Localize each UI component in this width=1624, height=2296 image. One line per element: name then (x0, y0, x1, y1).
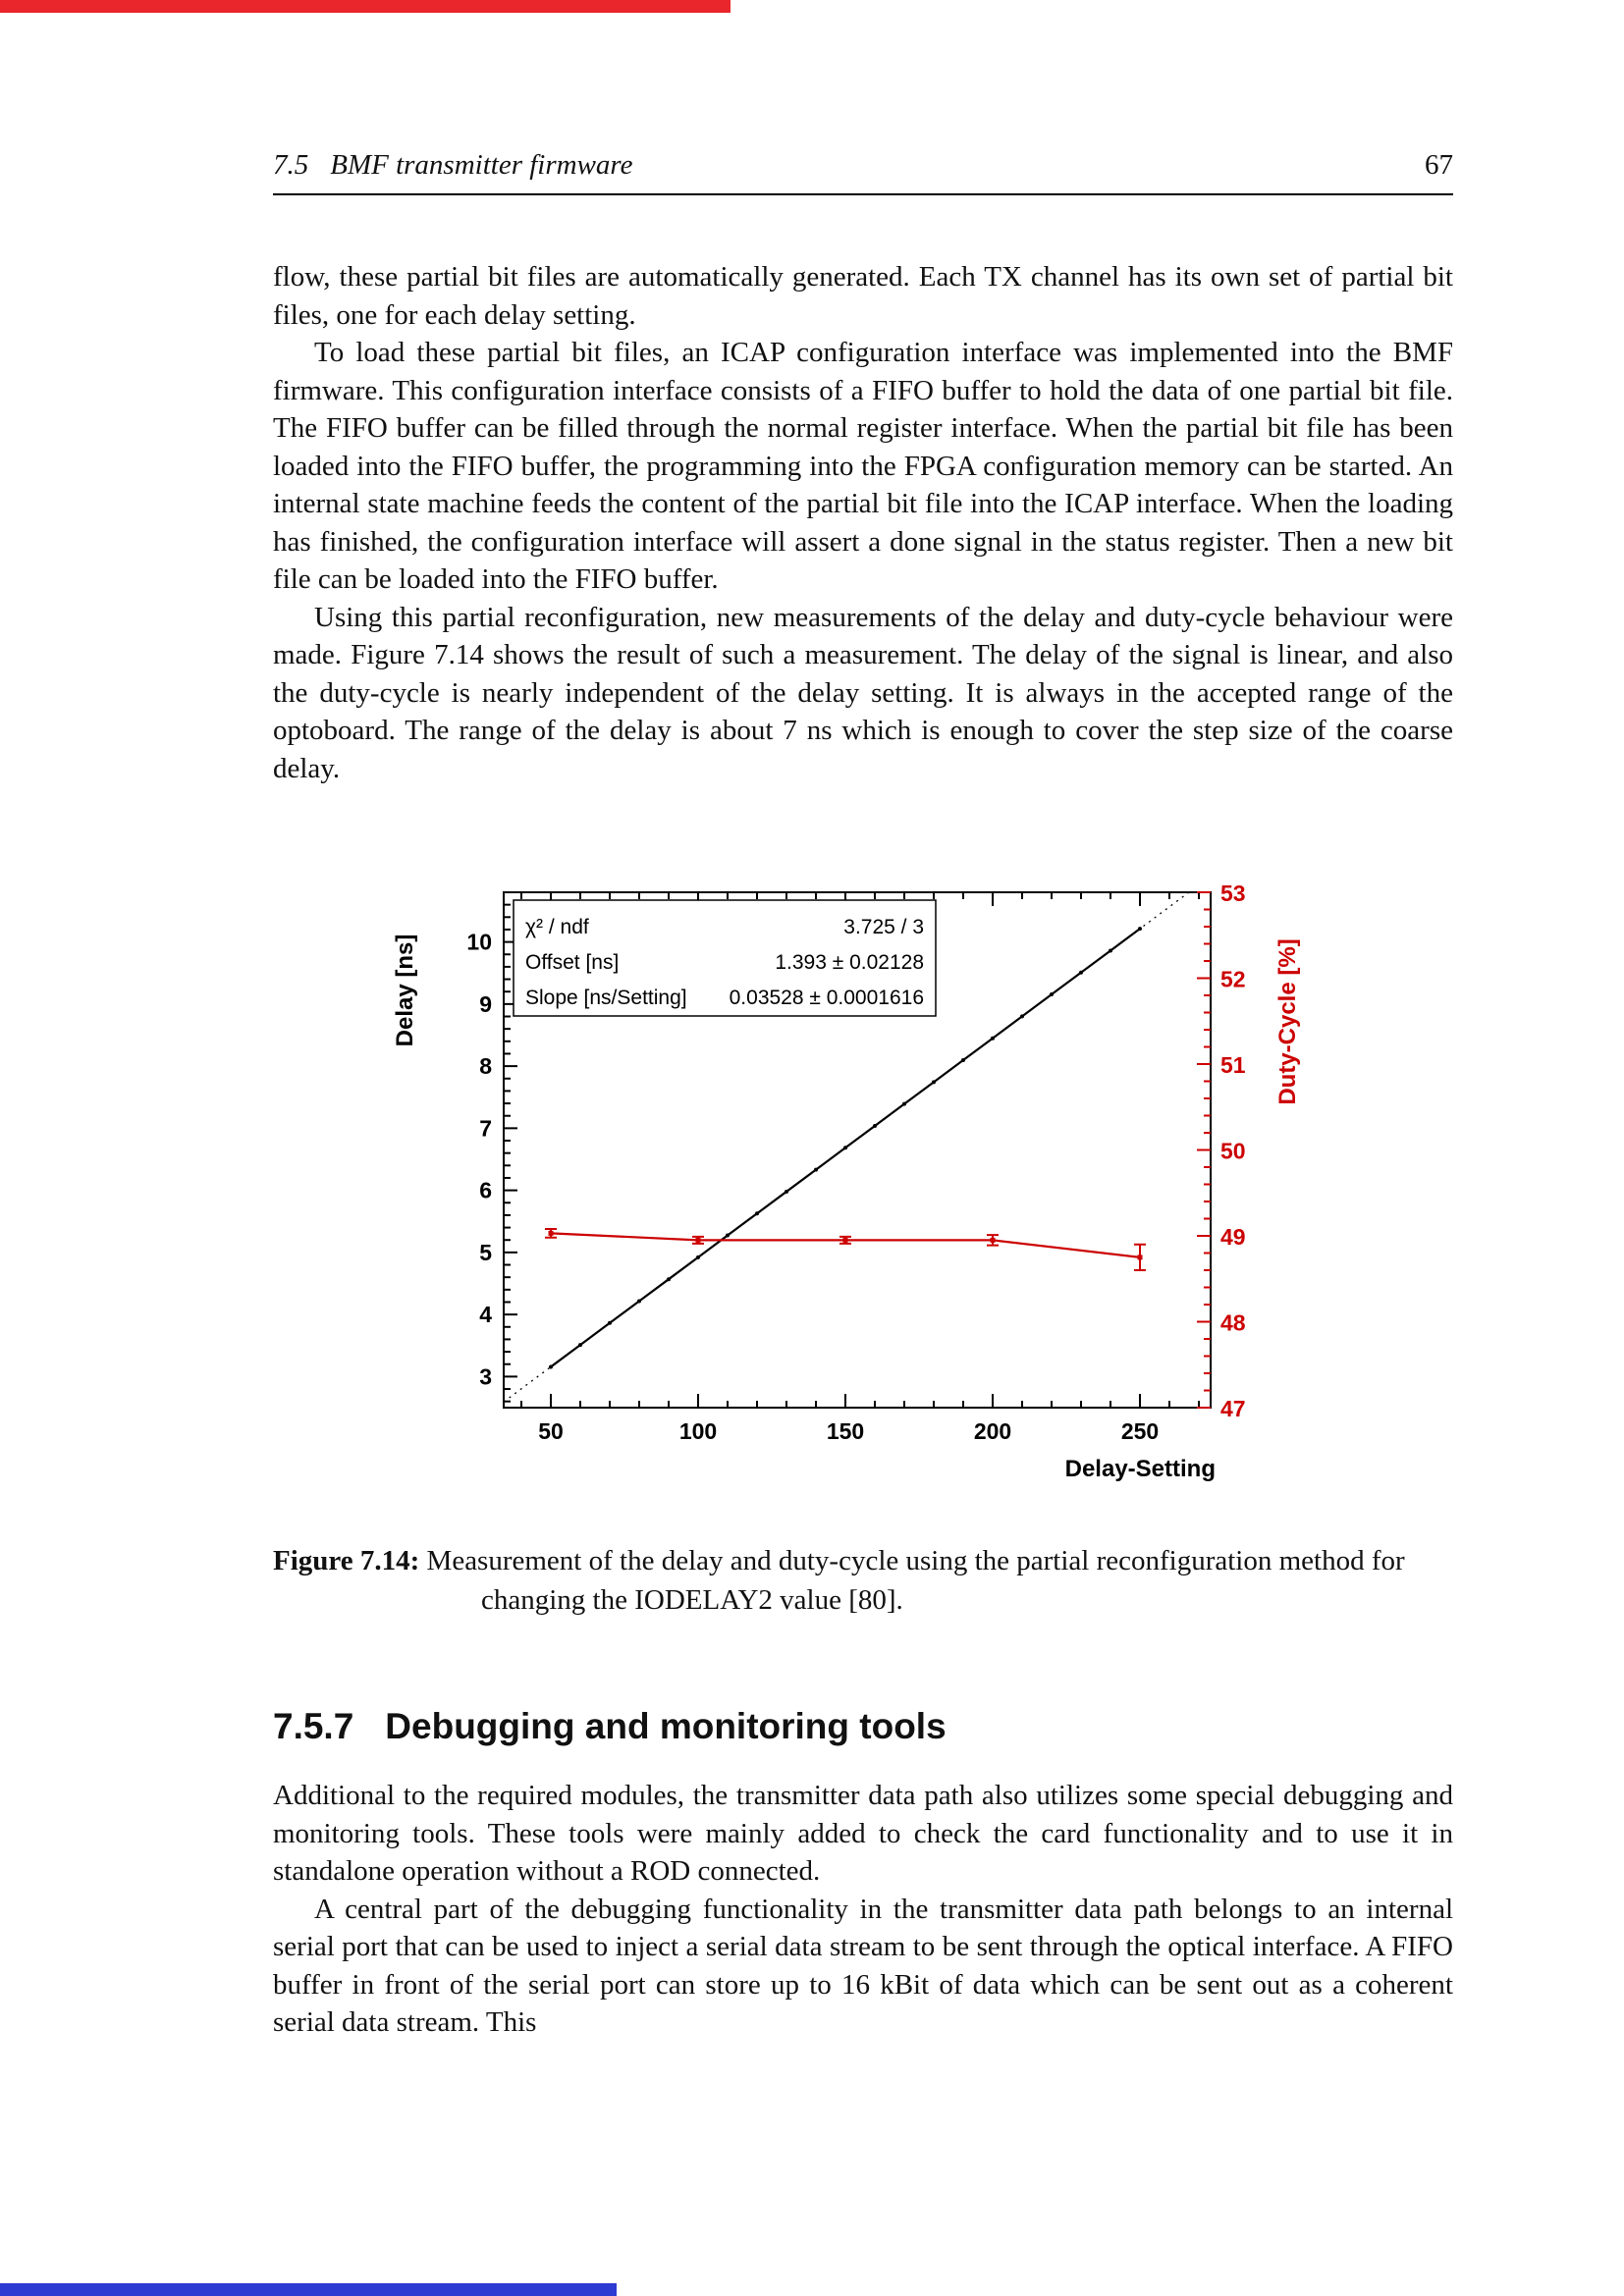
svg-text:7: 7 (479, 1115, 492, 1142)
svg-text:5: 5 (479, 1239, 492, 1265)
svg-text:150: 150 (826, 1418, 865, 1444)
svg-text:Delay-Setting: Delay-Setting (1064, 1456, 1216, 1482)
header-section-number: 7.5 (273, 149, 309, 181)
svg-text:0.03528 ± 0.0001616: 0.03528 ± 0.0001616 (729, 987, 924, 1009)
svg-text:47: 47 (1220, 1396, 1246, 1421)
figure-caption-text: Measurement of the delay and duty-cycle using the partial reconfiguration method for changing the IODELAY2 value [80]. (426, 1545, 1405, 1616)
svg-text:3: 3 (479, 1363, 492, 1390)
header-section-title: BMF transmitter firmware (330, 149, 633, 181)
header-page-number: 67 (1425, 149, 1453, 181)
svg-text:50: 50 (538, 1418, 564, 1444)
subsection-title: Debugging and monitoring tools (385, 1706, 947, 1746)
svg-text:1.393 ± 0.02128: 1.393 ± 0.02128 (775, 951, 924, 974)
svg-text:49: 49 (1220, 1224, 1246, 1250)
svg-text:50: 50 (1220, 1138, 1246, 1164)
svg-text:χ² / ndf: χ² / ndf (525, 916, 589, 938)
subsection-heading (273, 1706, 1453, 1747)
svg-text:8: 8 (479, 1053, 492, 1080)
svg-text:200: 200 (973, 1418, 1012, 1444)
paragraph-5: A central part of the debugging functionality in the transmitter data path belongs to an internal serial port that can be used to inject a serial data stream to be sent through the optical interface. A FIFO buffer in front of the serial port can store up to 16 kBit of data which can be sent out as a coherent serial data stream. This (273, 1893, 1453, 2038)
svg-text:100: 100 (678, 1418, 718, 1444)
top-red-bar (0, 0, 731, 13)
paragraph-2: To load these partial bit files, an ICAP configuration interface was implemented into the BMF firmware. This configuration interface consists of a FIFO buffer to hold the data of one partial bit file. The FIFO buffer can be filled through the normal register interface. When the partial bit file has been loaded into the FIFO buffer, the programming into the FPGA configuration memory can be started. An internal state machine feeds the content of the partial bit file into the ICAP interface. When the loading has finished, the configuration interface will assert a done signal in the status register. Then a new bit file can be loaded into the FIFO buffer. (273, 337, 1453, 595)
svg-text:Offset [ns]: Offset [ns] (525, 951, 620, 974)
svg-text:9: 9 (479, 990, 492, 1017)
svg-text:51: 51 (1220, 1052, 1246, 1078)
svg-text:52: 52 (1220, 966, 1246, 992)
svg-text:4: 4 (479, 1302, 492, 1328)
figure-caption (273, 1541, 1453, 1620)
svg-text:6: 6 (479, 1177, 492, 1203)
header-section (273, 149, 633, 182)
subsection-number: 7.5.7 (273, 1706, 354, 1746)
svg-text:Slope [ns/Setting]: Slope [ns/Setting] (525, 987, 687, 1009)
paragraph-4: Additional to the required modules, the transmitter data path also utilizes some special debugging and monitoring tools. These tools were mainly added to check the card functionality and to use it in standalone operation without a ROD connected. (273, 1780, 1453, 1887)
page-header (273, 149, 1453, 195)
svg-text:10: 10 (466, 929, 492, 955)
svg-text:3.725 / 3: 3.725 / 3 (843, 916, 924, 938)
bottom-blue-bar (0, 2283, 617, 2296)
svg-text:250: 250 (1120, 1418, 1160, 1444)
svg-text:Delay [ns]: Delay [ns] (392, 934, 418, 1047)
svg-text:Duty-Cycle [%]: Duty-Cycle [%] (1274, 938, 1301, 1105)
paragraph-3: Using this partial reconfiguration, new measurements of the delay and duty-cycle behaviour were made. Figure 7.14 shows the result of such a measurement. The delay of the signal is linear, and also the duty-cycle is nearly independent of the delay setting. It is always in the accepted range of the optoboard. The range of the delay is about 7 ns which is enough to cover the step size of the coarse delay. (273, 601, 1453, 784)
paragraph-1: flow, these partial bit files are automatically generated. Each TX channel has its own set of partial bit files, one for each delay setting. (273, 261, 1453, 331)
svg-text:48: 48 (1220, 1309, 1246, 1336)
figure-7-14 (371, 858, 1453, 1496)
svg-text:53: 53 (1220, 881, 1246, 906)
page-content (273, 258, 1453, 2042)
figure-caption-label: Figure 7.14: (273, 1545, 420, 1576)
delay-duty-cycle-chart (371, 858, 1333, 1491)
